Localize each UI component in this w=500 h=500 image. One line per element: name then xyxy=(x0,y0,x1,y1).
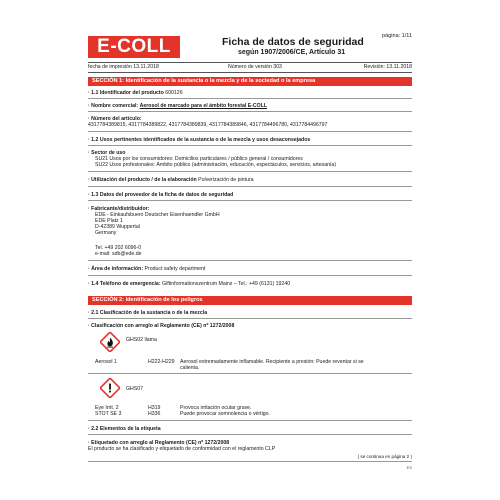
ghs07-label: GHS07 xyxy=(126,386,144,392)
trade-name-label: · Nombre comercial: xyxy=(88,103,139,109)
divider xyxy=(88,200,412,201)
aerosol-hazard-code: H222-H229 xyxy=(148,359,175,365)
sector-su22: SU22 Usos profesionales: Ámbito público (administración, educación, espectáculos, servicios, artesanía) xyxy=(95,162,337,168)
divider xyxy=(88,98,412,99)
aerosol-hazard-text-2: calienta. xyxy=(180,365,200,371)
manufacturer-phone: Tel. +49 202 6096-0 xyxy=(95,245,142,251)
product-identifier-label: · 1.1 Identificador del producto xyxy=(88,90,164,96)
ecoll-logo: E-COLL xyxy=(88,36,180,58)
product-identifier xyxy=(88,90,183,96)
eye-irrit-text: Provoca irritación ocular grave. xyxy=(180,405,252,411)
aerosol-hazard-text-1: Aerosol extremadamente inflamable. Recipiente a presión: Puede reventar si se xyxy=(180,359,364,365)
divider xyxy=(88,260,412,261)
manufacturer-email[interactable]: e-mail: sdb@ede.de xyxy=(95,251,142,257)
article-number-label: · Número del artículo: xyxy=(88,116,142,122)
emergency-phone-value: Giftinformationszentrum Mainz – Tel.: +49 (6131) 19240 xyxy=(162,281,291,287)
product-use xyxy=(88,177,254,183)
eye-irrit-category: Eye Irrit. 2 xyxy=(95,405,119,411)
manufacturer-city: D-42389 Wuppertal xyxy=(95,224,140,230)
stot-category: STOT SE 3 xyxy=(95,411,122,417)
divider xyxy=(88,275,412,276)
relevant-uses: · 1.2 Usos pertinentes identificados de la sustancia o de la mezcla y usos desaconsejados xyxy=(88,137,311,143)
section1-header: SECCIÓN 1: Identificación de la sustancia o la mezcla y de la sociedad o la empresa xyxy=(88,77,412,86)
divider xyxy=(88,186,412,187)
stot-code: H336 xyxy=(148,411,161,417)
product-identifier-value: 600126 xyxy=(165,90,183,96)
print-date: fecha de impresión 13.11.2018 xyxy=(88,64,159,70)
document-subtitle: según 1907/2006/CE, Artículo 31 xyxy=(238,49,346,56)
divider xyxy=(88,145,412,146)
aerosol-category: Aerosol 1 xyxy=(95,359,117,365)
trade-name-value: Aerosol de marcado para el ámbito forestal E-COLL xyxy=(139,103,268,109)
manufacturer-street: EDE Platz 1 xyxy=(95,218,123,224)
classification-heading: · 2.1 Clasificación de la sustancia o de la mezcla xyxy=(88,310,208,316)
stot-text: Puede provocar somnolencia o vértigo. xyxy=(180,411,270,417)
labelling-regulation: · Etiquetado con arreglo al Reglamento (CE) nº 1272/2008 xyxy=(88,440,230,446)
meta-divider-top xyxy=(88,62,412,63)
information-area-label: · Área de información: xyxy=(88,266,144,272)
classification-regulation: · Clasificación con arreglo al Reglamento (CE) nº 1272/2008 xyxy=(88,323,235,329)
emergency-phone xyxy=(88,281,290,287)
label-elements-heading: · 2.2 Elementos de la etiqueta xyxy=(88,426,161,432)
divider xyxy=(88,131,412,132)
document-title: Ficha de datos de seguridad xyxy=(222,36,364,48)
information-area-value: Product safety department xyxy=(144,266,206,272)
flame-icon xyxy=(100,332,120,352)
manufacturer-country: Germany xyxy=(95,230,117,236)
exclamation-icon xyxy=(100,378,120,398)
sector-su21: SU21 Usos por los consumidores: Domicilios particulares / público general / consumidores xyxy=(95,156,303,162)
article-number-value: 4317784389815, 4317784389822, 4317784389839, 4317784389846, 4317784496780, 4317784496797 xyxy=(88,122,328,128)
divider xyxy=(88,373,412,374)
divider xyxy=(88,420,412,421)
sector-of-use-label: · Sector de uso xyxy=(88,150,126,156)
product-use-value: Pulverización de pintura xyxy=(198,177,254,183)
divider xyxy=(88,111,412,112)
labelling-text: El producto se ha clasificado y etiquetado de conformidad con el reglamento CLP xyxy=(88,446,276,452)
divider xyxy=(88,434,412,435)
information-area xyxy=(88,266,205,272)
supplier-details: · 1.3 Datos del proveedor de la ficha de datos de seguridad xyxy=(88,192,234,198)
product-use-label: · Utilización del producto / de la elaboración xyxy=(88,177,197,183)
version-number: Número de versión 303 xyxy=(228,64,282,70)
page-number: página: 1/11 xyxy=(382,33,412,39)
ghs02-label: GHS02 llama xyxy=(126,337,157,343)
continued-note: ( se continua en página 2 ) xyxy=(357,454,412,459)
meta-row xyxy=(88,64,412,72)
eye-irrit-code: H319 xyxy=(148,405,161,411)
trade-name xyxy=(88,103,267,109)
footer-language: ES xyxy=(406,465,412,470)
divider xyxy=(88,318,412,319)
section2-header: SECCIÓN 2: Identificación de los peligros xyxy=(88,296,412,305)
emergency-phone-label: · 1.4 Teléfono de emergencia: xyxy=(88,281,161,287)
manufacturer-label: · Fabricante/distribuidor: xyxy=(88,206,150,212)
footer-divider xyxy=(88,461,412,462)
revision-date: Revisión: 13.11.2018 xyxy=(363,64,412,70)
manufacturer-name: EDE - Einkaufsbuero Deutscher Eisenhaendler GmbH xyxy=(95,212,220,218)
divider xyxy=(88,171,412,172)
meta-divider-bottom xyxy=(88,72,412,73)
